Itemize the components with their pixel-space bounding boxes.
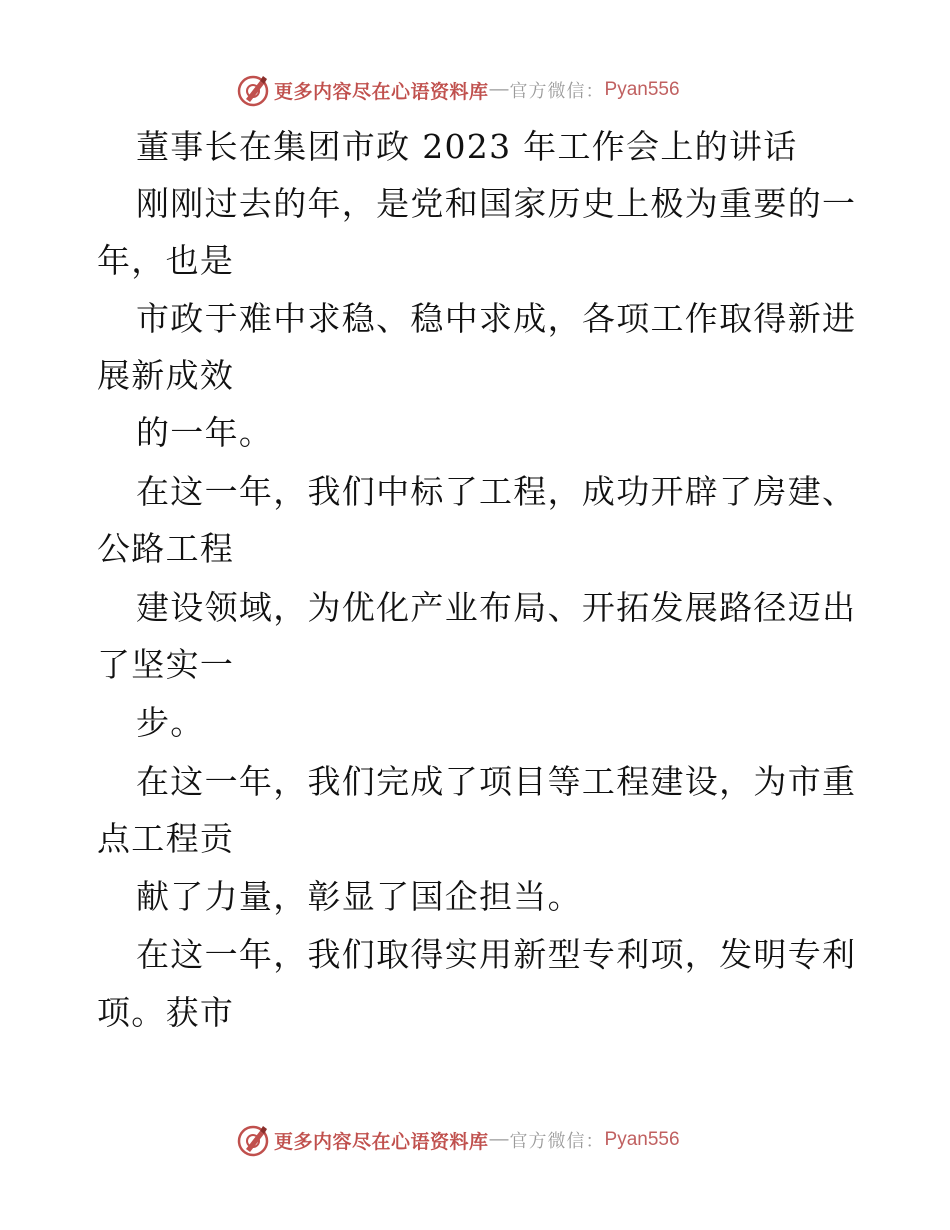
document-title: 董事长在集团市政 2023 年工作会上的讲话: [136, 127, 798, 166]
document-line: 在这一年，我们取得实用新型专利项，发明专利: [136, 935, 857, 974]
banner-dash: —: [489, 1129, 509, 1150]
document-line: 点工程贡: [97, 819, 235, 858]
document-line: 年，也是: [97, 241, 235, 280]
document-line: 了坚实一: [97, 645, 235, 684]
banner-brand-text: 更多内容尽在心语资料库: [274, 80, 489, 103]
document-line: 在这一年，我们中标了工程，成功开辟了房建、: [136, 472, 857, 511]
header-watermark-banner: [236, 72, 680, 108]
document-line: 公路工程: [97, 529, 235, 568]
document-line: 在这一年，我们完成了项目等工程建设，为市重: [136, 762, 857, 801]
banner-wechat-id: Pyan556: [604, 79, 680, 100]
pen-logo-icon: [236, 1123, 270, 1157]
banner-wechat-id: Pyan556: [604, 1129, 680, 1150]
document-line: 市政于难中求稳、稳中求成，各项工作取得新进: [136, 299, 857, 338]
banner-contact-label: 官方微信：: [509, 1131, 605, 1152]
banner-contact-label: 官方微信：: [509, 81, 605, 102]
document-line: 建设领域，为优化产业布局、开拓发展路径迈出: [136, 588, 857, 627]
banner-dash: —: [489, 79, 509, 100]
pen-logo-icon: [236, 73, 270, 107]
document-line: 步。: [136, 703, 205, 742]
document-line: 刚刚过去的年，是党和国家历史上极为重要的一: [136, 184, 857, 223]
document-line: 展新成效: [97, 356, 235, 395]
document-line: 的一年。: [136, 413, 274, 452]
document-line: 项。获市: [97, 993, 235, 1032]
banner-brand-text: 更多内容尽在心语资料库: [274, 1130, 489, 1153]
footer-watermark-banner: [236, 1122, 680, 1158]
document-line: 献了力量，彰显了国企担当。: [136, 877, 582, 916]
